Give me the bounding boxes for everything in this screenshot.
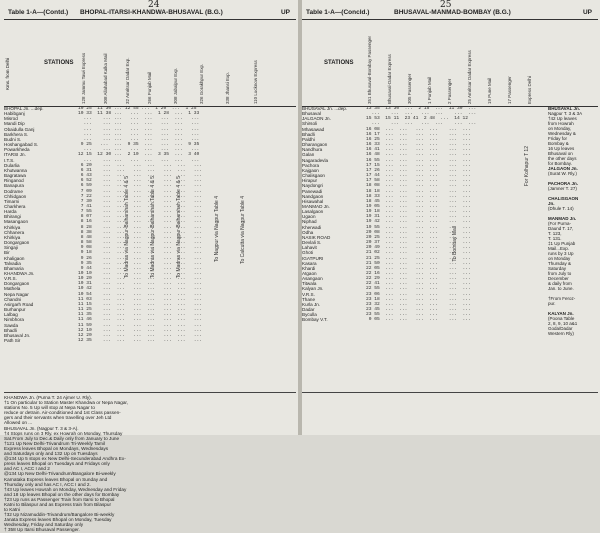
- time-row: 17 15 ... ... ... ... ... ...: [366, 162, 471, 168]
- station-name: JALGAON Jn.: [302, 116, 331, 122]
- time-row: ... ... ... ... ... ... ... ...: [78, 131, 200, 137]
- time-row: 20 08 ... ... ... ... ... ...: [366, 229, 471, 235]
- time-row: 16 41 ... ... ... ... ... ...: [366, 147, 471, 153]
- side-note-line: for Bombay.: [548, 161, 572, 166]
- station-name: Bombay V.T.: [302, 317, 328, 323]
- side-note-line: the other days: [548, 156, 577, 161]
- time-row: 20 49 ... ... ... ... ... ...: [366, 245, 471, 251]
- station-name: Kalyan Jn.: [302, 286, 324, 292]
- time-row: 12 35 ... ... ... ... ... ... ...: [78, 338, 203, 344]
- station-name: Khutwanna: [4, 167, 27, 173]
- footnote-line: stations No. 5 Up will stop at Nepa Nagar to: [4, 405, 95, 411]
- column-heading: Express Delhi: [527, 76, 532, 104]
- side-note-line: runs by 3 Up: [548, 251, 574, 256]
- footnote-line: and Saturdays only and 132 Up on Tuesdays: [4, 451, 98, 457]
- side-note-line: pur.: [548, 301, 556, 306]
- footnote-line: †23 Up runs as Passenger Train from Itarsi to Bhopal: [4, 496, 115, 502]
- station-list: [4, 106, 76, 392]
- column-header-band: [302, 19, 598, 107]
- time-row: 7 30 ... ... ... ... ... ... ...: [78, 198, 203, 204]
- column-heading: 326 Gorakhpur Exp.: [199, 63, 204, 104]
- footnote-line: †121 Up New Delhi-Trivandrum Tri-Weekly Tamil: [4, 440, 105, 446]
- side-note-line: Bhusaval on: [548, 151, 573, 156]
- side-note-line: from Howrah: [548, 121, 574, 126]
- route-note: To Nagpur via Nagpur Table 4: [214, 196, 220, 263]
- time-row: 18 45 ... ... ... ... ... ...: [366, 198, 471, 204]
- time-row: 23 18 ... ... ... ... ... ...: [366, 296, 471, 302]
- side-note-line: (Dhule T. 14): [548, 206, 574, 211]
- time-row: 16 25 ... ... ... ... ... ...: [366, 136, 471, 142]
- time-row: 19 18 ... ... ... ... ... ...: [366, 209, 471, 215]
- side-note-line: Jan. to June.: [548, 286, 574, 291]
- route-note: To Madras via Nagpur-Balharshah Table 4 & 5: [124, 176, 130, 279]
- footnote-line: and AC I, ACC I and 2: [4, 466, 50, 472]
- column-heading: 351 Bhusaval-Bombay Passenger: [367, 35, 372, 104]
- side-note-line: (Poona Table: [548, 316, 575, 321]
- time-row: 10 54 ... ... ... ... ... ... ...: [78, 291, 203, 297]
- column-heading: 19 Pune Mail: [487, 77, 492, 104]
- side-note-line: †From Feroz-: [548, 296, 576, 301]
- footnote-line: and 18 Up leaves Bhopal on the other days for Bombay: [4, 491, 120, 497]
- station-name: Banapura: [4, 183, 24, 189]
- time-row: 22 41 ... ... ... ... ... ...: [366, 281, 471, 287]
- time-row: 6 59 ... ... ... ... ... ... ...: [78, 183, 203, 189]
- time-row: 10 33 11 38 ... ... ... 1 28 ... 1 33: [78, 111, 200, 117]
- station-name: Bhusaval: [302, 111, 321, 117]
- time-row: 12 10 ... ... ... ... ... ... ...: [78, 327, 203, 333]
- table-header: [302, 9, 598, 19]
- time-grid: [78, 106, 296, 392]
- footnote-line: Sat.From July to Dec.& Daily only from January to June: [4, 435, 120, 441]
- time-row: 7 41 ... ... ... ... ... ... ...: [78, 203, 203, 209]
- station-name: Bhadli: [302, 131, 315, 137]
- time-row: ... ... ... ... ... ... ... ...: [78, 121, 200, 127]
- time-row: 9 18 ... ... ... ... ... ... ...: [78, 250, 203, 256]
- time-row: 12 20 ... ... ... ... ... ... ...: [78, 332, 203, 338]
- side-note-line: Friday for: [548, 136, 568, 141]
- timetable-body: [302, 106, 598, 393]
- station-name: I.T.S.: [4, 157, 15, 163]
- time-row: 18 33 ... ... ... ... ... ...: [366, 193, 471, 199]
- station-name: Nandgaon: [302, 193, 324, 199]
- station-name: Talvadia: [4, 260, 21, 266]
- stations-header: STATIONS: [324, 60, 354, 66]
- time-row: 10 25 11 30 ... 12 45 ... 1 20 ... 1 25: [78, 106, 197, 111]
- time-row: 7 55 ... ... ... ... ... ... ...: [78, 209, 203, 215]
- time-row: 16 33 ... ... ... ... ... ...: [366, 142, 471, 148]
- station-name: Dongargaon: [4, 281, 30, 287]
- station-name: Hoshangabad S.: [4, 142, 39, 148]
- time-row: 19 55 ... ... ... ... ... ...: [366, 224, 471, 230]
- station-name: Galan: [302, 152, 315, 158]
- side-note-line: (Surat W. Rly.): [548, 171, 577, 176]
- time-row: 10 20 ... ... ... ... ... ... ...: [78, 276, 203, 282]
- footnote-line: @134 Up 5 stops ex New Delhi-Secunderabad Andhra Ex-: [4, 456, 126, 462]
- station-name: Bhirangi: [4, 214, 21, 220]
- time-row: ... ... ... ... ... ... ... ...: [78, 116, 200, 122]
- footnote-line: BHUSAVAL Jn. (Nagpur T. 3 & 3-A).: [4, 425, 79, 431]
- time-row: 9 44 ... ... ... ... ... ... ...: [78, 265, 203, 271]
- station-name: Burhanpur: [4, 307, 26, 313]
- column-heading: 1 Punjab Mail: [427, 76, 432, 104]
- station-name: Naydongri: [302, 183, 323, 189]
- station-name: Bhamaria: [4, 265, 24, 271]
- station-name: ITARSI Jn.: [4, 152, 26, 158]
- footnote-line: †43 Up leaves Howrah on Monday, Wednesday and Friday: [4, 486, 127, 492]
- table-header: [0, 9, 296, 19]
- time-row: ... ... ... ... ... ... ... ...: [78, 147, 200, 153]
- station-name: Sawda: [4, 322, 19, 328]
- station-name: Kurla Jn.: [302, 301, 321, 307]
- time-row: 0 05 ... ... ... ... ... ...: [366, 317, 471, 323]
- footnote-line: press leaves Bhopal on Tuesdays and Fridays only: [4, 461, 110, 467]
- column-heading: Bhusaval-Dadar Express: [387, 54, 392, 104]
- time-row: 15 53 15 11 23 41 2 48 ... 14 12: [366, 116, 468, 122]
- time-row: ... ... ... ... ... ... ...: [366, 111, 477, 117]
- station-name: BHOPAL Jn. ...dep.: [4, 106, 44, 111]
- footnotes: [4, 395, 294, 533]
- column-heading: 266 Punjab Mail: [147, 71, 152, 104]
- station-name: Nandhura: [302, 147, 323, 153]
- time-row: ... ... ... ... ... ... ... ...: [78, 136, 200, 142]
- side-note-line: JALGAON Jn.: [548, 166, 578, 171]
- time-row: 12 15 12 30 ... 2 10 ... 3 35 ... 3 40: [78, 152, 200, 158]
- time-row: 8 38 ... ... ... ... ... ... ...: [78, 229, 203, 235]
- time-row: 16 17 ... ... ... ... ... ...: [366, 131, 471, 137]
- time-row: 23 32 ... ... ... ... ... ...: [366, 301, 471, 307]
- station-name: IGATPURI: [302, 255, 324, 261]
- time-row: 21 02 ... ... ... ... ... ...: [366, 250, 471, 256]
- route-note: For Kolhapur T 12: [524, 146, 530, 187]
- station-name: Lahavit: [302, 245, 317, 251]
- column-heading: 32 Amritsar Dadar Exp.: [125, 57, 130, 104]
- station-name: Kajgaon: [302, 167, 319, 173]
- timetable-body: [4, 106, 296, 393]
- time-row: 6 20 ... ... ... ... ... ... ...: [78, 162, 203, 168]
- station-name: Mandi Dip: [4, 121, 25, 127]
- side-note-line: Nagpur T. 3 & 3A: [548, 111, 583, 116]
- station-name: Nagaradevla: [302, 157, 329, 163]
- station-name: Kherwadi: [302, 224, 322, 230]
- time-row: 17 58 ... ... ... ... ... ...: [366, 178, 471, 184]
- station-list: [302, 106, 364, 392]
- station-name: Timarni: [4, 198, 20, 204]
- footnote-line: †32 Up Nizamuddin-Trivandrum/Bangalore Bi-weekly: [4, 512, 115, 518]
- footnote-line: KHANDWA Jn. (Purna T. 24 Ajmer U. Rly).: [4, 395, 93, 400]
- side-note-line: Bombay &: [548, 141, 569, 146]
- time-row: 11 59 ... ... ... ... ... ... ...: [78, 322, 203, 328]
- station-name: Dharangaon: [302, 142, 328, 148]
- time-row: 22 05 ... ... ... ... ... ...: [366, 265, 471, 271]
- station-name: Khirkiya: [4, 224, 21, 230]
- time-row: 19 31 ... ... ... ... ... ...: [366, 214, 471, 220]
- station-name: Chalisgaon: [302, 173, 325, 179]
- time-row: 22 29 ... ... ... ... ... ...: [366, 276, 471, 282]
- footnote-line: @134 Up New Delhi-Trivandrum/Bangalore Bi-weekly: [4, 471, 116, 477]
- station-name: Mathela: [4, 286, 21, 292]
- table-label: Table 1-A—(Contd.): [8, 9, 69, 16]
- footnote-line: † 358 Up Itarsi Bhusaval Passenger.: [4, 527, 80, 533]
- side-note-line: 16 Up leaves: [548, 146, 575, 151]
- station-name: Byculla: [302, 312, 317, 318]
- station-name: Obaidulla Ganj: [4, 126, 35, 132]
- route-note: To Madras via Nagpur-Balharshah Table 4 & 5: [150, 176, 156, 279]
- station-name: Asirgarh Road: [4, 301, 34, 307]
- station-name: Chandni: [4, 296, 22, 302]
- station-name: Mhasawad: [302, 126, 325, 132]
- station-name: Charkhera: [4, 203, 26, 209]
- stations-header: STATIONS: [44, 60, 74, 66]
- station-name: NASIK ROAD: [302, 234, 331, 240]
- station-name: Atgaon: [302, 271, 317, 276]
- side-note-line: ‡1 Up Punjab: [548, 241, 576, 246]
- time-row: 8 07 ... ... ... ... ... ... ...: [78, 214, 203, 220]
- time-row: 7 22 ... ... ... ... ... ... ...: [78, 193, 203, 199]
- station-name: Panewadi: [302, 188, 323, 194]
- footnote-line: Katni to Bilaspur and as Express train from Bilaspur: [4, 501, 112, 507]
- time-row: 11 46 ... ... ... ... ... ... ...: [78, 317, 203, 323]
- time-row: 23 06 ... ... ... ... ... ...: [366, 291, 471, 297]
- footnote-line: Janata Express leaves Bhopal on Monday, Tuesday: [4, 517, 112, 523]
- kms-header: Kms. from Delhi: [5, 57, 10, 90]
- station-name: Hirapur: [302, 178, 318, 184]
- time-row: 6 31 ... ... ... ... ... ... ...: [78, 167, 203, 173]
- column-heading: 308 Allahabad Kalka Mail: [103, 53, 108, 104]
- station-name: Bhadli: [4, 327, 17, 333]
- station-name: Paldhi: [302, 136, 315, 142]
- time-row: 11 35 ... ... ... ... ... ... ...: [78, 312, 203, 318]
- time-row: 6 43 ... ... ... ... ... ... ...: [78, 173, 203, 179]
- station-name: Misrod: [4, 116, 18, 122]
- station-name: Singaji: [4, 245, 18, 251]
- station-name: V.R.S.: [4, 276, 17, 282]
- column-heading: 17 Passenger: [507, 76, 512, 104]
- side-note-line: (For Purna-: [548, 221, 572, 226]
- station-name: Bagratawa: [4, 173, 26, 179]
- time-row: 22 55 ... ... ... ... ... ...: [366, 286, 471, 292]
- column-heading: 2 Passenger: [447, 78, 452, 104]
- side-note-line: & daily from: [548, 281, 572, 286]
- direction-label: UP: [280, 9, 290, 16]
- time-row: ... ... ... ... ... ... ... ...: [78, 126, 200, 132]
- time-row: 9 35 ... ... ... ... ... ... ...: [78, 260, 203, 266]
- station-name: Barkhera S.: [4, 131, 29, 137]
- time-row: 11 03 ... ... ... ... ... ... ...: [78, 296, 203, 302]
- station-name: Ringanod: [4, 178, 24, 184]
- side-note-line: Mail...Exp.: [548, 246, 570, 251]
- direction-label: UP: [582, 9, 592, 16]
- station-name: KHANDWA Jn.: [4, 271, 35, 276]
- station-name: Masangaon: [4, 219, 29, 225]
- footnote-line: to Katni: [4, 507, 20, 513]
- station-name: Bir: [4, 250, 10, 256]
- side-note-line: BHUSAVAL Jn.: [548, 106, 581, 111]
- station-name: Asangaon: [302, 276, 323, 282]
- footnote-line: †4 Stops runs on 3 Rly. ex Howrah on Monday, Thursday: [4, 430, 123, 436]
- column-heading: 305 Passenger: [407, 73, 412, 104]
- station-name: Lasalgaon: [302, 209, 324, 215]
- time-row: 11 15 ... ... ... ... ... ... ...: [78, 301, 203, 307]
- footnote-line: reduce or detrain. Air-conditioned and 1st Class passen-: [4, 410, 121, 416]
- time-row: 19 42 ... ... ... ... ... ...: [366, 219, 471, 225]
- time-row: 11 25 ... ... ... ... ... ... ...: [78, 307, 203, 313]
- time-row: 8 58 ... ... ... ... ... ... ...: [78, 240, 203, 246]
- side-note-line: from July to: [548, 271, 572, 276]
- station-name: Dularlia: [4, 162, 20, 168]
- route-note: To Bombay Mail: [452, 226, 458, 262]
- time-row: 10 10 ... ... ... ... ... ... ...: [78, 271, 203, 276]
- station-name: Khaligaon: [4, 255, 25, 261]
- footnote-line: Allowed on ...: [4, 420, 33, 426]
- side-note-line: PACHORA Jn.: [548, 181, 579, 186]
- side-note-line: Saturday: [548, 266, 567, 271]
- time-row: 10 42 ... ... ... ... ... ... ...: [78, 286, 203, 292]
- station-name: Devlali S.: [302, 240, 322, 246]
- side-note-line: 2, 8, 9, 10 a&1: [548, 321, 578, 326]
- time-row: 9 08 ... ... ... ... ... ... ...: [78, 245, 203, 251]
- station-name: Dodrame: [4, 188, 23, 194]
- time-row: 18 08 ... ... ... ... ... ...: [366, 183, 471, 189]
- column-heading: 308 Jabalpur Exp.: [173, 67, 178, 104]
- column-heading: 25 Amritsar Dadar Express: [467, 50, 472, 104]
- right-page: [302, 0, 600, 435]
- time-row: 8 28 ... ... ... ... ... ... ...: [78, 224, 203, 230]
- side-note-line: on Monday,: [548, 126, 572, 131]
- side-note-line: MANMAD Jn.: [548, 216, 577, 221]
- station-name: Nimbhora: [4, 317, 24, 323]
- station-name: Dongargaon: [4, 240, 30, 246]
- time-row: ... ... ... ... ... ... ... ...: [78, 157, 200, 163]
- station-name: Thane: [302, 296, 316, 302]
- column-heading: 128 Jammu Tawi Express: [81, 52, 86, 104]
- time-row: 9 25 ... ... 9 35 ... ... ... 9 35: [78, 142, 200, 148]
- station-name: Habibganj: [4, 111, 25, 117]
- station-name: Ugaon: [302, 214, 316, 220]
- station-name: Ghoti: [302, 250, 313, 256]
- station-name: Khardi: [302, 265, 316, 271]
- time-row: 13 35 13 30 ... 2 15 ... 11 30 ...: [366, 106, 477, 111]
- route-title: BHOPAL-ITARSI-KHANDWA-BHUSAVAL (B.G.): [80, 9, 223, 16]
- side-note-line: (Jamner T. 27): [548, 186, 577, 191]
- column-heading: 110 Lucknow Express: [253, 60, 258, 104]
- time-row: 17 44 ... ... ... ... ... ...: [366, 173, 471, 179]
- footnote-line: Express leaves Bhopal on Mondays, Wednesdays: [4, 445, 109, 451]
- time-row: 19 05 ... ... ... ... ... ...: [366, 203, 471, 209]
- time-row: 22 16 ... ... ... ... ... ...: [366, 271, 471, 276]
- time-row: 16 08 ... ... ... ... ... ...: [366, 126, 471, 132]
- footnote-line: Thursday only and has AC I, ACC I and 2.: [4, 481, 91, 487]
- side-note-line: Western Rly): [548, 331, 574, 336]
- footnote-line: Karnataka Express leaves Bhopal on Sunday and: [4, 476, 108, 482]
- time-row: 23 55 ... ... ... ... ... ...: [366, 312, 471, 318]
- station-name: Dadar: [302, 307, 315, 313]
- time-row: 18 18 ... ... ... ... ... ...: [366, 188, 471, 194]
- station-name: Powarkheda: [4, 147, 30, 153]
- station-name: Budni S.: [4, 136, 22, 142]
- station-name: Pachora: [302, 162, 320, 168]
- side-note-line: T. 123,: [548, 231, 562, 236]
- station-name: Bhusaval Jn.: [4, 332, 31, 338]
- time-row: 20 25 ... ... ... ... ... ...: [366, 234, 471, 240]
- time-row: 21 25 ... ... ... ... ... ...: [366, 255, 471, 261]
- route-note: To Madras via Nagpur-Balharshah Table 4 & 5: [176, 176, 182, 279]
- station-name: Lalbag: [4, 312, 18, 318]
- time-row: 10 31 ... ... ... ... ... ... ...: [78, 281, 203, 287]
- table-label: Table 1-A—(Concld.): [306, 9, 370, 16]
- side-note-line: KALYAN Jn.: [548, 311, 574, 316]
- station-name: Harda: [4, 209, 17, 215]
- footnote-line: gers and their servants when travelling over Jeh Ltd: [4, 415, 112, 421]
- side-note-line: December: [548, 276, 569, 281]
- station-name: Chhidgaon: [4, 193, 27, 199]
- station-name: Hisawahal: [302, 198, 324, 204]
- station-name: Khirkiya: [4, 234, 21, 240]
- side-note-line: Jn.: [548, 201, 555, 206]
- side-notes: [548, 106, 594, 392]
- station-name: BHUSAVAL Jn. ...dep.: [302, 106, 348, 111]
- station-name: Titwala: [302, 281, 317, 287]
- time-row: 23 45 ... ... ... ... ... ...: [366, 307, 471, 313]
- time-row: 21 50 ... ... ... ... ... ...: [366, 260, 471, 266]
- time-row: ... ... ... ... ... ... ...: [366, 121, 477, 127]
- station-name: V.R.S.: [302, 291, 315, 297]
- station-name: Kasara: [302, 260, 317, 266]
- station-name: Shirsoli: [302, 121, 318, 127]
- station-name: Path Sir: [4, 338, 21, 344]
- side-note-line: Goda/Dadar: [548, 326, 573, 331]
- time-row: 9 26 ... ... ... ... ... ... ...: [78, 255, 203, 261]
- station-name: Nepa Nagar: [4, 291, 29, 297]
- time-row: 16 55 ... ... ... ... ... ...: [366, 157, 471, 163]
- station-name: Niphad: [302, 219, 317, 225]
- side-note-line: T. 131.: [548, 236, 562, 241]
- column-header-band: [4, 19, 296, 107]
- page-number: 25: [440, 0, 452, 10]
- time-row: 17 26 ... ... ... ... ... ...: [366, 167, 471, 173]
- route-title: BHUSAVAL-MANMAD-BOMBAY (B.G.): [394, 9, 511, 16]
- side-note-line: Thursday &: [548, 261, 572, 266]
- column-heading: 338 Jhansi Exp.: [225, 71, 230, 104]
- footnote-line: †1 On particular to Station Master Khandwa or Nepa Nagar,: [4, 400, 129, 406]
- side-note-line: †42 Up leaves: [548, 116, 577, 121]
- station-name: Chhanera: [4, 229, 25, 235]
- route-note: To Calcutta via Nagpur Table 4: [240, 196, 246, 265]
- time-row: 8 16 ... ... ... ... ... ... ...: [78, 219, 203, 225]
- page-number: 24: [148, 0, 160, 10]
- station-name: Odha: [302, 229, 314, 235]
- time-row: 7 09 ... ... ... ... ... ... ...: [78, 188, 203, 194]
- time-row: 6 52 ... ... ... ... ... ... ...: [78, 178, 203, 184]
- time-row: 16 48 ... ... ... ... ... ...: [366, 152, 471, 158]
- side-note-line: Wednesday &: [548, 131, 576, 136]
- station-name: MANMAD Jn.: [302, 203, 330, 209]
- time-row: 8 48 ... ... ... ... ... ... ...: [78, 234, 203, 240]
- time-row: 20 37 ... ... ... ... ... ...: [366, 240, 471, 246]
- left-page: [0, 0, 298, 533]
- footnote-line: Wednesday, Friday and Saturday only: [4, 522, 84, 528]
- side-note-line: CHALISGAON: [548, 196, 579, 201]
- side-note-line: Daund T. 17,: [548, 226, 574, 231]
- side-note-line: on Monday: [548, 256, 571, 261]
